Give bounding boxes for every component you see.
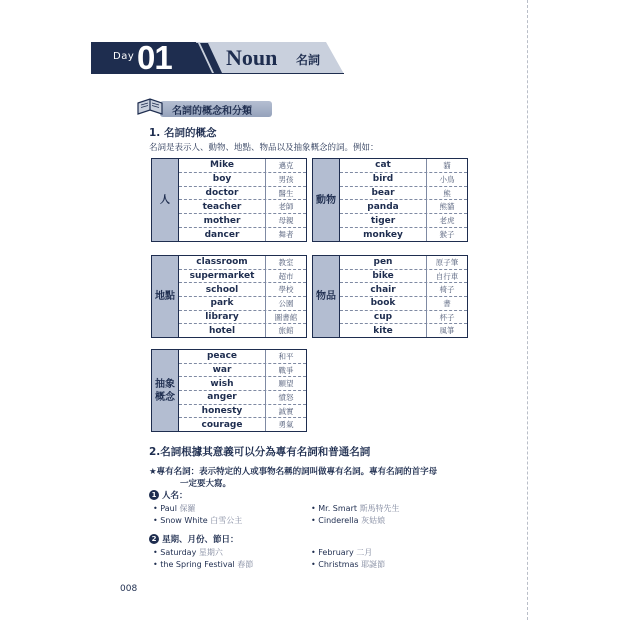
page-number: 008 — [120, 584, 138, 594]
word-zh: 小鳥 — [426, 173, 467, 186]
word-en: teacher — [202, 201, 242, 212]
table-category: 動物 — [313, 159, 340, 241]
table-row — [340, 256, 467, 270]
table-row — [340, 159, 467, 173]
table-row — [179, 270, 306, 284]
table-category: 物品 — [313, 256, 340, 337]
table-category-line1: 抽象 — [155, 378, 175, 390]
word-en: doctor — [205, 188, 239, 199]
word-zh: 熊貓 — [426, 200, 467, 213]
word-en: cat — [375, 160, 391, 171]
example-item — [153, 515, 242, 526]
word-en: courage — [201, 419, 243, 430]
table-row — [179, 214, 306, 228]
word-en: book — [370, 298, 396, 309]
example-item — [153, 547, 223, 558]
word-zh: 老虎 — [426, 214, 467, 227]
word-en: wish — [210, 378, 234, 389]
word-en: tiger — [370, 215, 396, 226]
table-row — [340, 324, 467, 337]
table-row — [179, 377, 306, 391]
table-row — [340, 200, 467, 214]
word-en: pen — [373, 257, 393, 268]
table-row — [340, 187, 467, 201]
example-en: • Saturday — [153, 548, 197, 557]
table-row — [179, 324, 306, 337]
word-en: anger — [207, 392, 237, 403]
word-en: honesty — [201, 406, 243, 417]
example-zh: 春節 — [237, 560, 254, 569]
word-zh: 教室 — [265, 256, 306, 269]
number-badge: 2 — [149, 534, 159, 544]
word-zh: 學校 — [265, 283, 306, 296]
example-en: • Paul — [153, 504, 177, 513]
double-slash-icon — [190, 43, 226, 73]
proper-noun-note-cont: 一定要大寫。 — [180, 479, 232, 489]
table-row — [340, 311, 467, 325]
table-row — [179, 350, 306, 364]
word-zh: 杯子 — [426, 311, 467, 324]
word-zh: 和平 — [265, 350, 306, 363]
part1-heading: 1. 名詞的概念 — [149, 127, 217, 139]
example-en: • February — [311, 548, 354, 557]
table-row — [179, 405, 306, 419]
example-zh: 耶誕節 — [361, 560, 386, 569]
word-en: bear — [371, 188, 395, 199]
table-row — [340, 283, 467, 297]
vocab-table-objects — [312, 255, 468, 338]
example-en: • Snow White — [153, 516, 208, 525]
word-zh: 誠實 — [265, 405, 306, 418]
example-item — [311, 503, 400, 514]
example-zh: 白雪公主 — [210, 516, 243, 525]
table-category-line2: 概念 — [155, 391, 175, 403]
word-en: hotel — [208, 325, 236, 336]
open-book-icon — [136, 97, 164, 117]
word-en: panda — [367, 201, 399, 212]
vocab-table-abstract — [151, 349, 307, 432]
day-label: Day — [113, 51, 135, 62]
word-zh: 醫生 — [265, 187, 306, 200]
word-en: park — [210, 298, 234, 309]
word-zh: 邁克 — [265, 159, 306, 172]
example-item — [311, 547, 372, 558]
group-heading-dates — [149, 533, 239, 545]
word-zh: 貓 — [426, 159, 467, 172]
word-en: chair — [370, 284, 396, 295]
table-row — [179, 391, 306, 405]
table-row — [179, 200, 306, 214]
day-number: 01 — [137, 39, 172, 76]
table-row — [340, 173, 467, 187]
word-en: library — [205, 312, 239, 323]
table-row — [340, 297, 467, 311]
word-en: war — [212, 365, 232, 375]
table-row — [179, 228, 306, 241]
word-en: mother — [203, 215, 241, 226]
table-row — [340, 270, 467, 284]
table-row — [179, 187, 306, 201]
word-zh: 風箏 — [426, 324, 467, 337]
word-zh: 原子筆 — [426, 256, 467, 269]
word-en: school — [205, 284, 239, 295]
example-item — [153, 559, 253, 570]
word-zh: 椅子 — [426, 283, 467, 296]
proper-noun-note: ★專有名詞：表示特定的人或事物名稱的詞叫做專有名詞。專有名詞的首字母 — [149, 467, 438, 477]
word-zh: 舞者 — [265, 228, 306, 241]
part1-intro: 名詞是表示人、動物、地點、物品以及抽象概念的詞。例如： — [149, 143, 379, 153]
section-title: 名詞的概念和分類 — [172, 106, 252, 117]
word-zh: 旅館 — [265, 324, 306, 337]
table-row — [179, 173, 306, 187]
table-row — [179, 418, 306, 431]
word-zh: 自行車 — [426, 270, 467, 283]
word-zh: 願望 — [265, 377, 306, 390]
word-en: peace — [206, 351, 238, 362]
word-zh: 母親 — [265, 214, 306, 227]
word-zh: 公園 — [265, 297, 306, 310]
example-en: • Cinderella — [311, 516, 359, 525]
chapter-title-zh: 名詞 — [296, 53, 321, 67]
word-en: boy — [212, 174, 232, 185]
word-zh: 憤怒 — [265, 391, 306, 404]
group-heading-names — [149, 489, 188, 501]
example-en: • Mr. Smart — [311, 504, 358, 513]
table-category: 地點 — [152, 256, 179, 337]
word-en: classroom — [196, 257, 248, 268]
word-en: bike — [372, 271, 394, 281]
number-badge: 1 — [149, 490, 159, 500]
example-zh: 灰姑娘 — [361, 516, 386, 525]
word-zh: 圖書館 — [265, 311, 306, 324]
vocab-table-people — [151, 158, 307, 242]
table-row — [340, 214, 467, 228]
group-title: 星期、月份、節日： — [162, 535, 239, 545]
vocab-table-places — [151, 255, 307, 338]
table-row — [179, 297, 306, 311]
part2-heading: 2.名詞根據其意義可以分為專有名詞和普通名詞 — [149, 446, 371, 458]
word-zh: 戰爭 — [265, 364, 306, 377]
page-fold-line — [527, 0, 528, 620]
word-en: cup — [373, 312, 393, 323]
example-en: • the Spring Festival — [153, 560, 235, 569]
table-category — [152, 350, 179, 431]
example-item — [311, 515, 385, 526]
word-en: Mike — [210, 160, 234, 171]
word-zh: 勇氣 — [265, 418, 306, 431]
example-en: • Christmas — [311, 560, 359, 569]
vocab-table-animals — [312, 158, 468, 242]
word-en: supermarket — [189, 271, 255, 281]
word-zh: 猴子 — [426, 228, 467, 241]
example-zh: 保羅 — [179, 504, 196, 513]
word-en: dancer — [204, 229, 240, 240]
word-en: bird — [372, 174, 394, 185]
example-zh: 斯馬特先生 — [359, 504, 400, 513]
table-row — [179, 311, 306, 325]
table-row — [179, 364, 306, 378]
word-en: monkey — [363, 229, 403, 240]
word-zh: 老師 — [265, 200, 306, 213]
chapter-title-en: Noun — [226, 45, 278, 70]
word-zh: 書 — [426, 297, 467, 310]
table-row — [179, 283, 306, 297]
example-zh: 二月 — [356, 548, 373, 557]
table-row — [179, 256, 306, 270]
example-zh: 星期六 — [198, 548, 223, 557]
group-title: 人名： — [162, 491, 188, 501]
example-item — [153, 503, 195, 514]
table-row — [340, 228, 467, 241]
word-zh: 熊 — [426, 187, 467, 200]
word-zh: 男孩 — [265, 173, 306, 186]
word-zh: 超市 — [265, 270, 306, 283]
word-en: kite — [373, 325, 393, 336]
example-item — [311, 559, 385, 570]
table-category: 人 — [152, 159, 179, 241]
table-row — [179, 159, 306, 173]
